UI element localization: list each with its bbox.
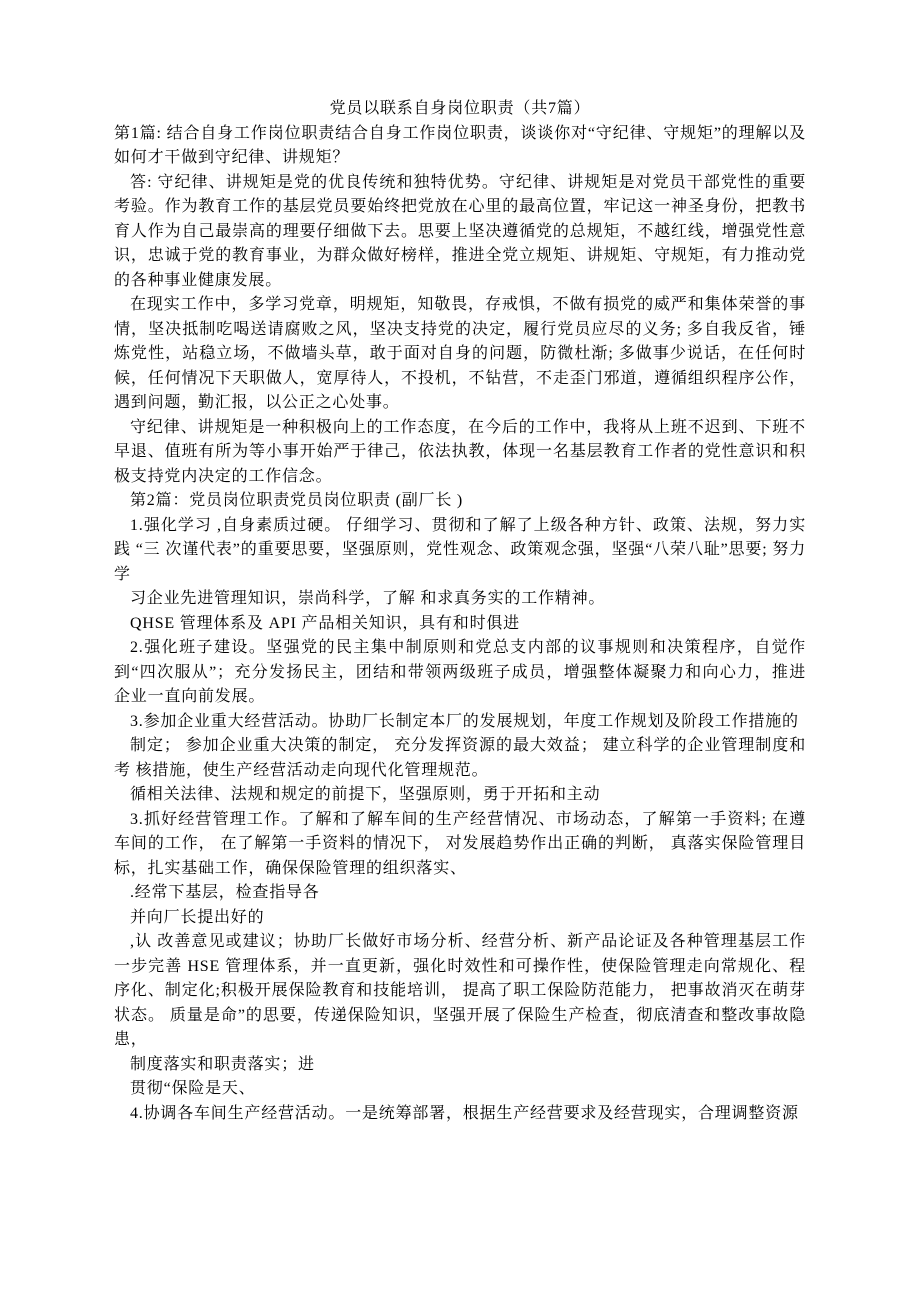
paragraph: 4.协调各车间生产经营活动。一是统筹部署，根据生产经营要求及经营现实，合理调整资源 [130, 1104, 799, 1122]
paragraph: 习企业先进管理知识，崇尚科学，了解 和求真务实的工作精神。 [130, 590, 606, 607]
paragraph: 守纪律、讲规矩是一种积极向上的工作态度，在今后的工作中，我将从上班不迟到、下班不早退、值班有所为等小事开始严于律己，依法执教，体现一名基层教育工作者的党性意识和积极支持党内决定的工作信念。 [114, 418, 806, 485]
document-title: 党员以联系自身岗位职责（共7篇） [329, 100, 591, 117]
paragraph: 第1篇: 结合自身工作岗位职责结合自身工作岗位职责，谈谈你对“守纪律、守规矩”的理解以及如何才干做到守纪律、讲规矩？ [114, 124, 806, 166]
paragraph: ,认 改善意见或建议；协助厂长做好市场分析、经营分析、新产品论证及各种管理基层工作 一步完善 HSE 管理体系，并一直更新，强化时效性和可操作性，使保险管理走向常规化、程序化、制定化;积极开展保险教育和技能培训， 提高了职工保险防范能力， 把事故消灭在萌芽状态。 质量是命”的思要，传递保险知识，坚强开展了保险生产检查，彻底清查和整改事故隐患， [114, 933, 806, 1048]
paragraph: .经常下基层，检查指导各 [130, 884, 320, 901]
paragraph: 循相关法律、法规和规定的前提下，坚强原则，勇于开拓和主动 [130, 786, 601, 803]
paragraph: QHSE 管理体系及 API 产品相关知识，具有和时俱进 [130, 614, 520, 632]
paragraph: 制度落实和职责落实；进 [130, 1055, 315, 1073]
document-body [114, 122, 806, 1127]
paragraph: 答: 守纪律、讲规矩是党的优良传统和独特优势。守纪律、讲规矩是对党员干部党性的重要考验。作为教育工作的基层党员要始终把党放在心里的最高位置，牢记这一神圣身份，把教书育人作为自己最崇高的理要仔细做下去。思要上坚决遵循党的总规矩，不越红线，增强党性意识，忠诚于党的教育事业，为群众做好榜样，推进全党立规矩、讲规矩、守规矩，有力推动党的各种事业健康发展。 [114, 173, 806, 289]
paragraph: 并向厂长提出好的 [130, 908, 265, 926]
paragraph: 制定； 参加企业重大决策的制定， 充分发挥资源的最大效益； 建立科学的企业管理制度和考 核措施，使生产经营活动走向现代化管理规范。 [114, 737, 806, 779]
paragraph: 在现实工作中，多学习党章，明规矩，知敬畏，存戒惧，不做有损党的威严和集体荣誉的事情，坚决抵制吃喝送请腐败之风，坚决支持党的决定，履行党员应尽的义务; 多自我反省，锤炼党性，站稳立场，不做墙头草，敢于面对自身的问题，防微杜渐; 多做事少说话，在任何时候，任何情况下天职做人，宽厚待人，不投机，不钻营，不走歪门邪道，遵循组织程序公作，遇到问题，勤汇报，以公正之心处事。 [114, 296, 806, 411]
paragraph: 3.参加企业重大经营活动。协助厂长制定本厂的发展规划，年度工作规划及阶段工作措施的 [130, 712, 799, 730]
paragraph: 2.强化班子建设。坚强党的民主集中制原则和党总支内部的议事规则和决策程序，自觉作到“四次服从”；充分发扬民主，团结和带领两级班子成员，增强整体凝聚力和向心力，推进 企业一直向前发展。 [114, 639, 806, 705]
paragraph: 贯彻“保险是天、 [130, 1080, 256, 1097]
paragraph: 第2篇：党员岗位职责党员岗位职责 (副厂长 ) [130, 492, 464, 509]
paragraph: 3.抓好经营管理工作。了解和了解车间的生产经营情况、市场动态，了解第一手资料; 在遵 车间的工作， 在了解第一手资料的情况下， 对发展趋势作出正确的判断， 真落实保险管理目标，扎实基础工作，确保保险管理的组织落实、 [114, 810, 806, 877]
paragraph: 1.强化学习 ,自身素质过硬。 仔细学习、贯彻和了解了上级各种方针、政策、法规，努力实践 “三 次谨代表”的重要思要，坚强原则，党性观念、政策观念强，坚强“八荣八耻”思要; 努力学 [114, 516, 806, 583]
